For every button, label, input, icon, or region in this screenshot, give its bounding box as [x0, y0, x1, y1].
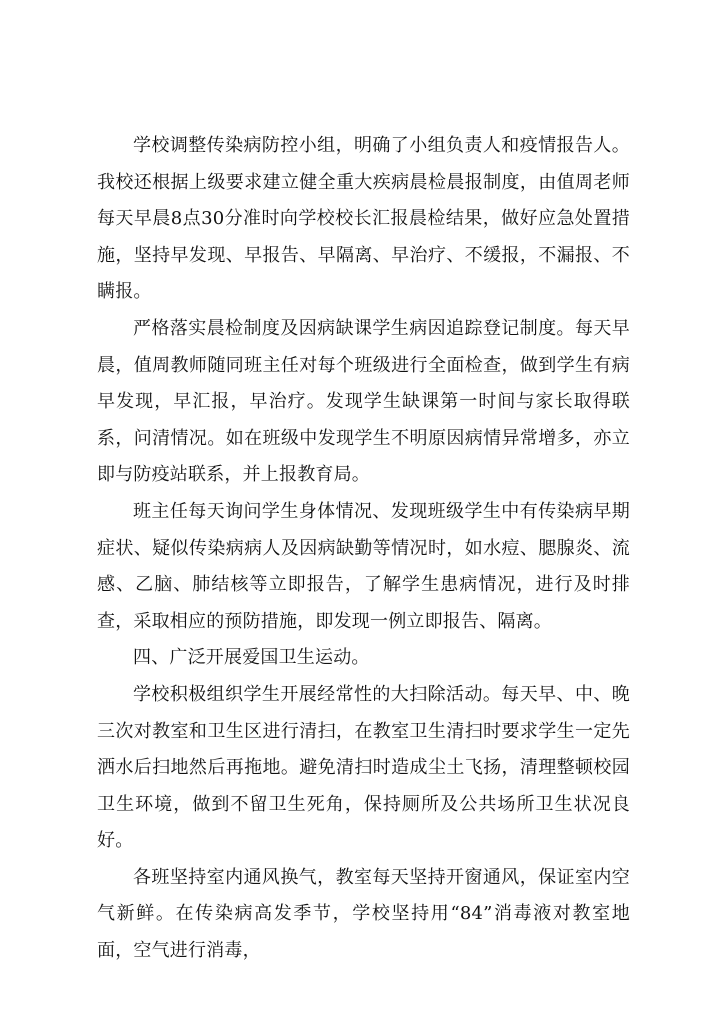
section-heading-patriotic-hygiene: 四、广泛开展爱国卫生运动。: [133, 647, 370, 669]
paragraph-epidemic-control-group: 学校调整传染病防控小组，明确了小组负责人和疫情报告人。我校还根据上级要求建立健全重大疾病晨检晨报制度，由值周老师每天早晨8点30分准时向学校校长汇报晨检结果，做好应急处置措施，坚持早发现、早报告、早隔离、早治疗、不缓报，不漏报、不瞒报。: [97, 135, 630, 303]
paragraph-class-teacher-reporting: 班主任每天询问学生身体情况、发现班级学生中有传染病早期症状、疑似传染病病人及因病缺勤等情况时，如水痘、腮腺炎、流感、乙脑、肺结核等立即报告，了解学生患病情况，进行及时排查，采取相应的预防措施，即发现一例立即报告、隔离。: [97, 500, 630, 632]
paragraph-ventilation-disinfection: 各班坚持室内通风换气，教室每天坚持开窗通风，保证室内空气新鲜。在传染病高发季节，学校坚持用“84”消毒液对教室地面，空气进行消毒，: [97, 866, 630, 962]
document-body: [97, 128, 630, 970]
paragraph-morning-check-system: 严格落实晨检制度及因病缺课学生病因追踪登记制度。每天早晨，值周教师随同班主任对每个班级进行全面检查，做到学生有病早发现，早汇报，早治疗。发现学生缺课第一时间与家长取得联系，问清情况。如在班级中发现学生不明原因病情异常增多，亦立即与防疫站联系，并上报教育局。: [97, 317, 630, 486]
paragraph-cleaning-activities: 学校积极组织学生开展经常性的大扫除活动。每天早、中、晚三次对教室和卫生区进行清扫，在教室卫生清扫时要求学生一定先洒水后扫地然后再拖地。避免清扫时造成尘土飞扬，清理整顿校园卫生环境，做到不留卫生死角，保持厕所及公共场所卫生状况良好。: [97, 683, 630, 852]
